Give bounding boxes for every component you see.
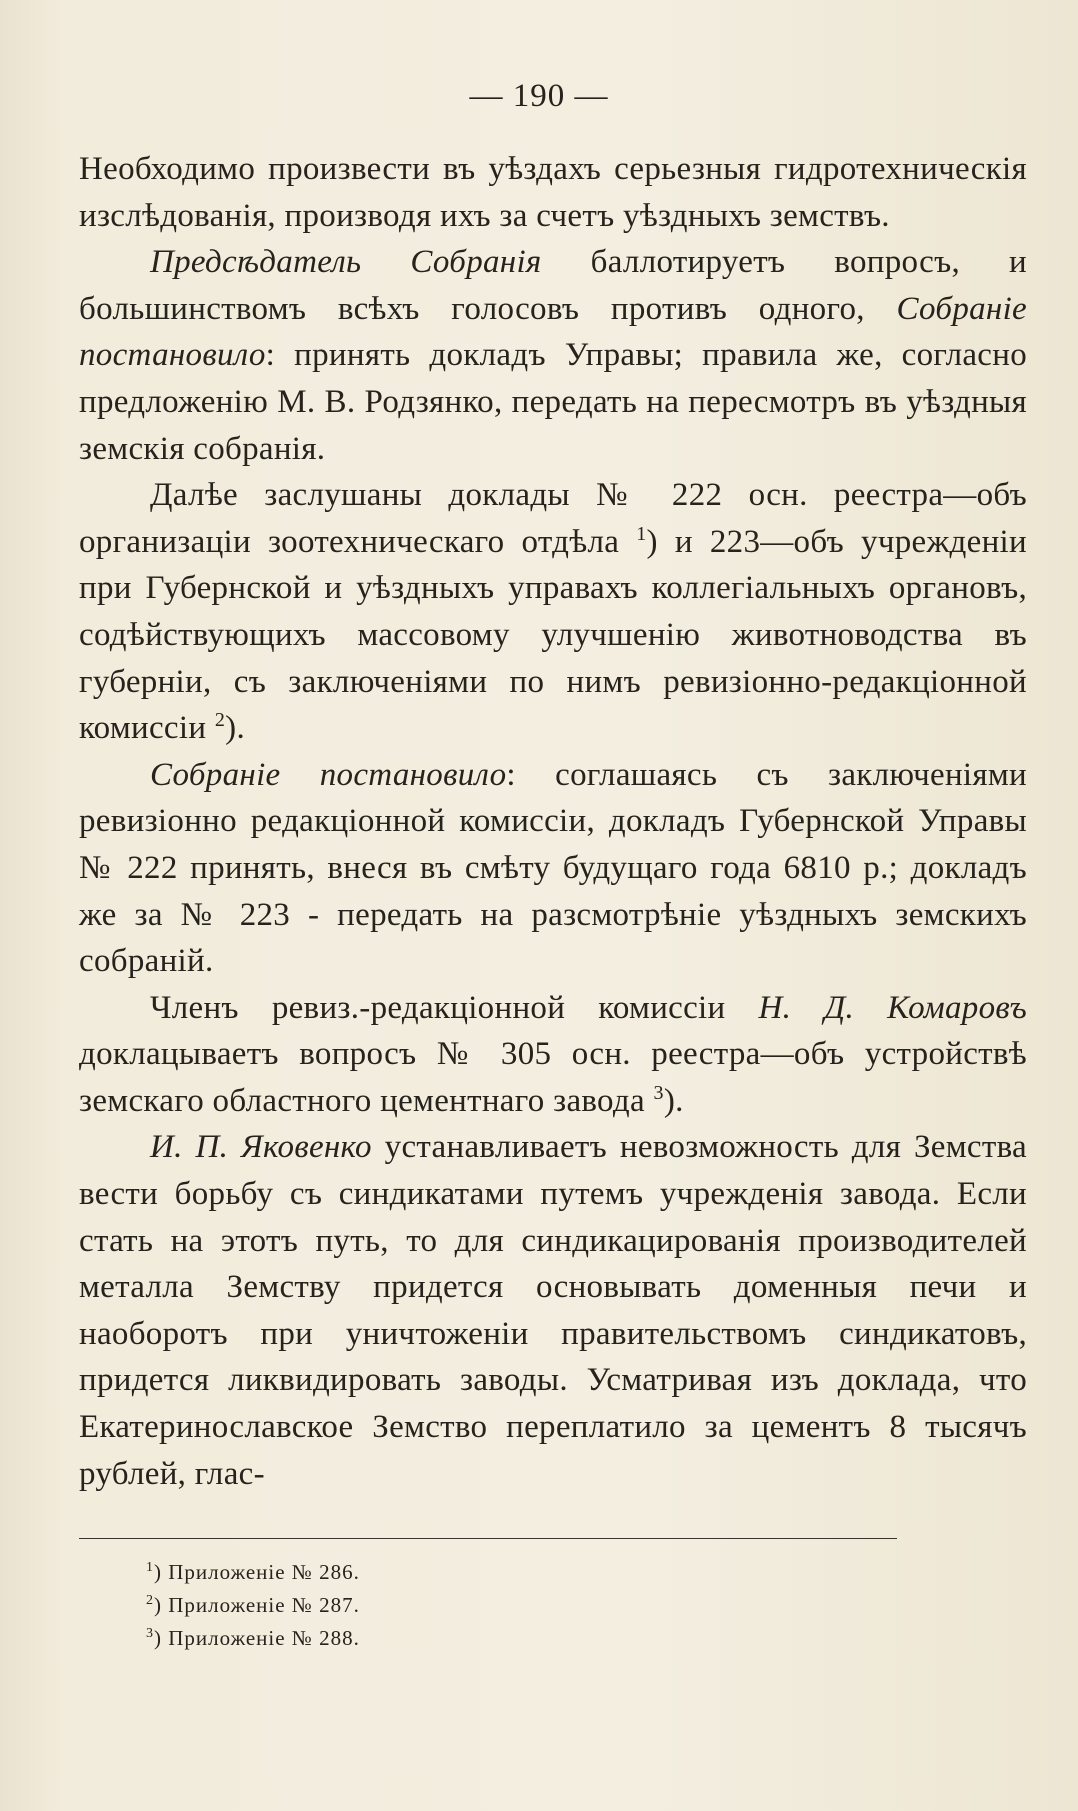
footnotes xyxy=(146,1556,360,1655)
page-number: — 190 — xyxy=(469,78,609,114)
italic-run: Предсѣдатель Собранія xyxy=(150,244,542,281)
text-run: Членъ ревиз.-редакціонной комиссіи xyxy=(150,989,759,1026)
paragraph-p2 xyxy=(79,239,1027,472)
text-run: устанавливаетъ невозможность для Земства вести борьбу съ синдикатами путемъ учрежденія завода. Если стать на этотъ путь, то для синдикацированія производителей металла Земству придется основывать доменныя печи и наоборотъ при уничтоженіи правительствомъ синдикатовъ, придется ликвидировать заводы. Усматривая изъ доклада, что Екатеринославское Земство переплатило за цементъ 8 тысячъ рублей, глас- xyxy=(79,1129,1027,1492)
footnote-rule xyxy=(79,1538,897,1539)
footnote-item xyxy=(146,1589,360,1622)
footnote-mark: 3 xyxy=(146,1626,154,1641)
paragraph-p3 xyxy=(79,472,1027,752)
paragraph-p5 xyxy=(79,985,1027,1125)
paragraph-p6 xyxy=(79,1124,1027,1497)
paragraph-p4 xyxy=(79,752,1027,985)
text-run: ). xyxy=(663,1082,684,1119)
text-run: Необходимо произвести въ уѣздахъ серьезныя гидротехническія изслѣдованія, производя ихъ за счетъ уѣздныхъ земствъ. xyxy=(79,151,1027,234)
italic-run: Н. Д. Комаровъ xyxy=(758,989,1027,1026)
text-run: : принять докладъ Управы; правила же, согласно предложенію М. В. Родзянко, передать на пересмотръ въ уѣздныя земскія собранія. xyxy=(79,337,1027,467)
footnote-mark: 1 xyxy=(146,1560,154,1575)
italic-run: Собраніе постановило xyxy=(150,756,507,793)
text-run: ). xyxy=(225,710,246,747)
italic-run: Собраніе постановило xyxy=(79,290,1027,374)
footnote-text: ) Приложеніе № 286. xyxy=(154,1560,360,1584)
paragraph-p1 xyxy=(79,146,1027,239)
text-run: баллотируетъ вопросъ, и большинствомъ всѣхъ голосовъ противъ одного, xyxy=(79,244,1027,327)
text-run: Далѣе заслушаны доклады № 222 осн. реестра—объ организаціи зоотехническаго отдѣла xyxy=(79,477,1027,560)
footnote-ref: 3 xyxy=(653,1081,664,1104)
body-text xyxy=(79,146,1027,1497)
footnote-item xyxy=(146,1556,360,1589)
italic-run: И. П. Яковенко xyxy=(150,1129,372,1166)
footnote-ref: 1 xyxy=(636,522,647,545)
footnote-text: ) Приложеніе № 287. xyxy=(154,1593,360,1617)
text-run: : соглашаясь съ заключеніями ревизіонно редакціонной комиссіи, докладъ Губернской Управы № 222 принять, внеся въ смѣту будущаго года 6810 р.; докладъ же за № 223 - передать на разсмотрѣніе уѣздныхъ земскихъ собраній. xyxy=(79,756,1027,980)
footnote-item xyxy=(146,1622,360,1655)
text-run: ) и 223—объ учрежденіи при Губернской и уѣздныхъ управахъ коллегіальныхъ органовъ, содѣйствующихъ массовому улучшенію животноводства въ губерніи, съ заключеніями по нимъ ревизіонно-редакціонной комиссіи xyxy=(79,523,1027,747)
footnote-text: ) Приложеніе № 288. xyxy=(154,1626,360,1650)
footnote-mark: 2 xyxy=(146,1593,154,1608)
text-run: доклацываетъ вопросъ № 305 осн. реестра—объ устройствѣ земскаго областного цементнаго завода xyxy=(79,1036,1027,1119)
footnote-ref: 2 xyxy=(214,709,226,732)
